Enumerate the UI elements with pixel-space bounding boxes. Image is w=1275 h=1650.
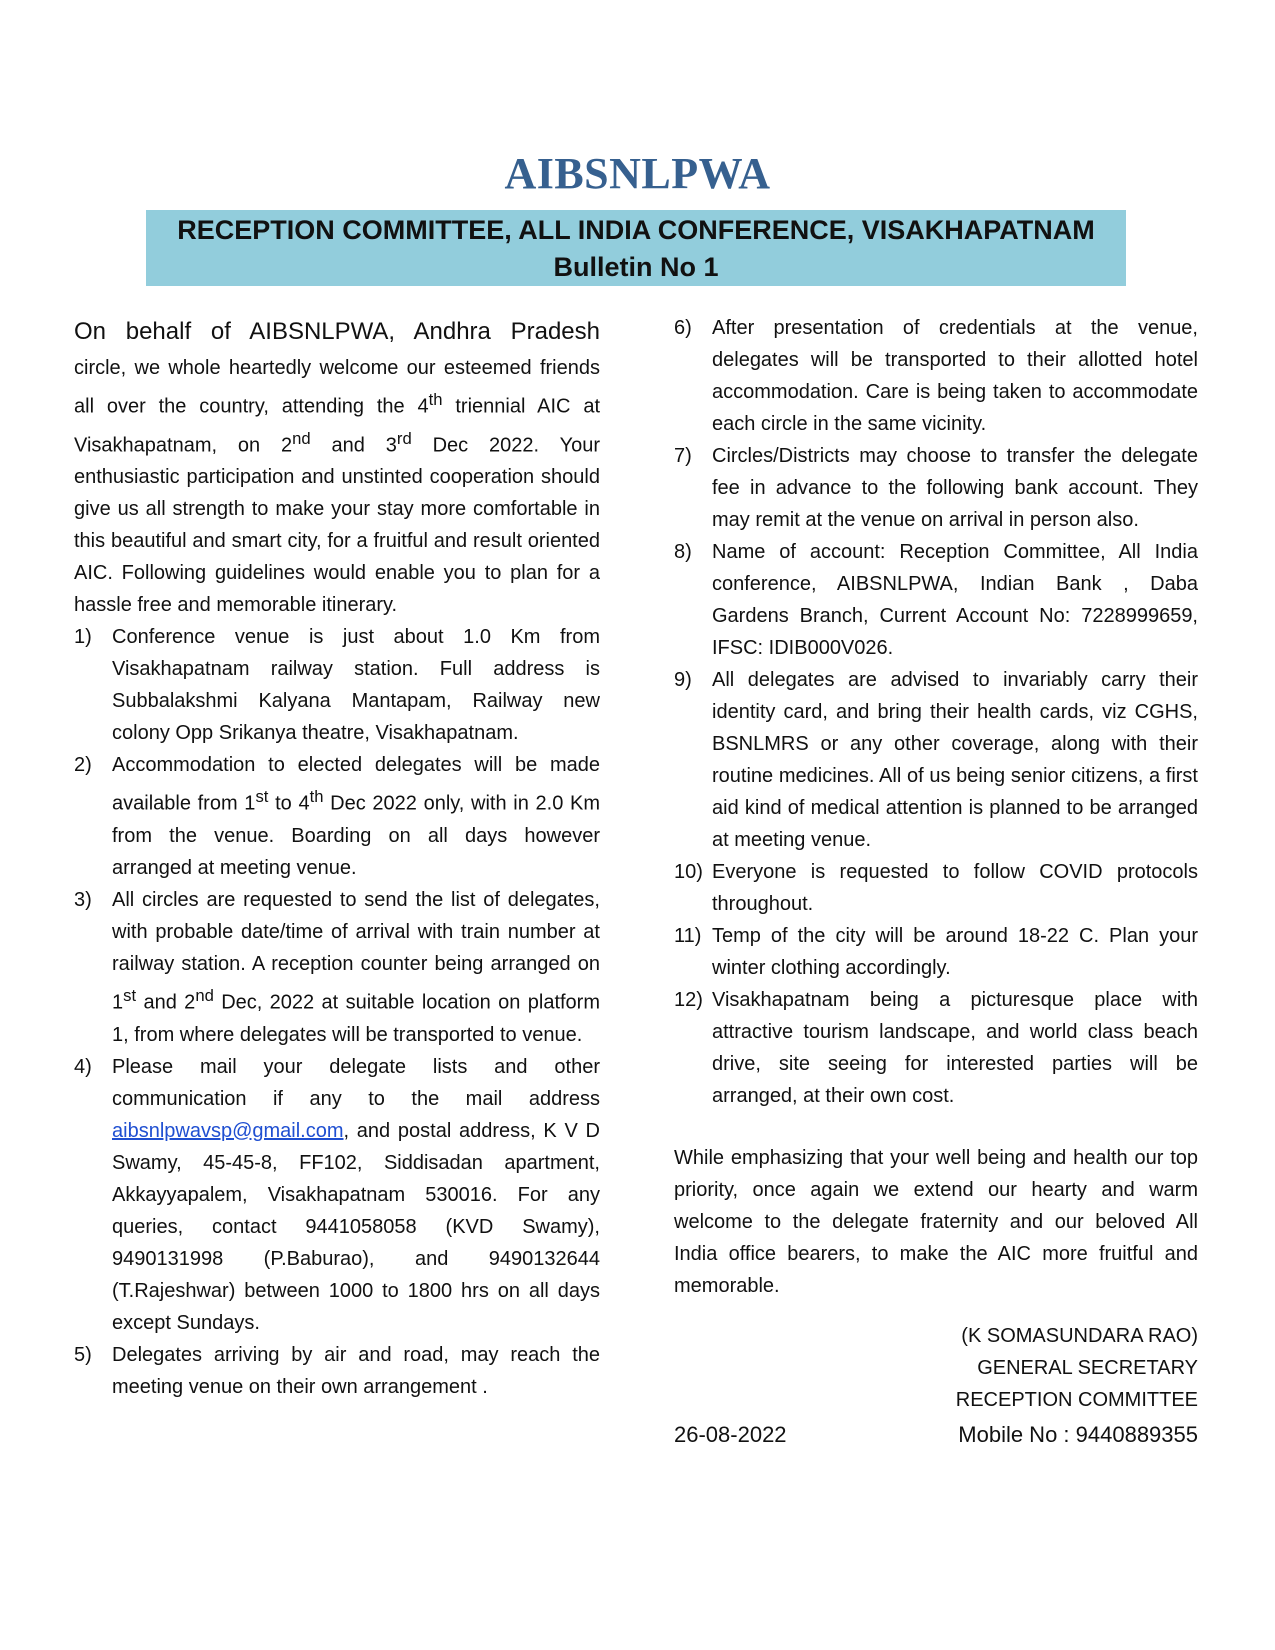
item-number: 6) bbox=[674, 317, 692, 339]
footer-row bbox=[674, 1418, 1198, 1452]
item-text: and 2 bbox=[136, 991, 196, 1014]
item-number: 4) bbox=[74, 1055, 92, 1078]
item-text: Conference venue is just about 1.0 Km from Visakhapatnam railway station. Full address is Subbalakshmi Kalyana Mantapam, Railway new colony Opp Srikanya theatre, Visakhapatnam. bbox=[112, 626, 600, 745]
mobile-number: Mobile No : 9440889355 bbox=[958, 1422, 1198, 1447]
item-sup: st bbox=[255, 787, 269, 807]
item-number: 8) bbox=[674, 541, 692, 563]
email-link[interactable]: aibsnlpwavsp@gmail.com bbox=[112, 1119, 344, 1142]
intro-text: triennial AIC at Visakhapatnam, on 2 bbox=[74, 395, 600, 457]
guideline-item-1 bbox=[74, 621, 600, 749]
item-text: All circles are requested to send the list of delegates, with probable date/time of arrival with train number at railway station. A reception counter being arranged on 1 bbox=[112, 888, 600, 1014]
item-text: Name of account: Reception Committee, All India conference, AIBSNLPWA, Indian Bank , Daba Gardens Branch, Current Account No: 7228999659, IFSC: IDIB000V026. bbox=[712, 541, 1198, 659]
item-number: 12) bbox=[674, 989, 703, 1011]
org-title: AIBSNLPWA bbox=[504, 149, 771, 198]
item-text: After presentation of credentials at the venue, delegates will be transported to their allotted hotel accommodation. Care is being taken to accommodate each circle in the same vicinity. bbox=[712, 317, 1198, 435]
item-text: Temp of the city will be around 18-22 C. Plan your winter clothing accordingly. bbox=[712, 925, 1198, 979]
guideline-item-5 bbox=[74, 1339, 600, 1403]
item-number: 2) bbox=[74, 754, 92, 777]
item-sup: nd bbox=[195, 985, 214, 1005]
guideline-item-7 bbox=[674, 440, 1198, 536]
item-sup: th bbox=[309, 787, 324, 807]
item-text: Dec, 2022 at suitable location on platform 1, from where delegates will be transported to venue. bbox=[112, 991, 601, 1046]
signatory-committee: RECEPTION COMMITTEE bbox=[955, 1389, 1198, 1411]
bulletin-number: Bulletin No 1 bbox=[553, 252, 719, 282]
item-text: Circles/Districts may choose to transfer the delegate fee in advance to the following bank account. They may remit at the venue on arrival in person also. bbox=[712, 445, 1198, 531]
item-number: 3) bbox=[74, 888, 92, 911]
item-text: Delegates arriving by air and road, may reach the meeting venue on their own arrangement . bbox=[112, 1343, 600, 1398]
signatory-title: GENERAL SECRETARY bbox=[977, 1357, 1198, 1379]
signature-block bbox=[674, 1320, 1198, 1416]
signatory-name: (K SOMASUNDARA RAO) bbox=[961, 1325, 1198, 1347]
guideline-item-12 bbox=[674, 984, 1198, 1112]
guideline-item-10 bbox=[674, 856, 1198, 920]
closing-paragraph: While emphasizing that your well being and health our top priority, once again we extend our hearty and warm welcome to the delegate fraternity and our beloved All India office bearers, to make the AIC more fruitful and memorable. bbox=[674, 1147, 1198, 1297]
item-text: Please mail your delegate lists and other communication if any to the mail address bbox=[112, 1055, 600, 1110]
item-text: , and postal address, K V D Swamy, 45-45-8, FF102, Siddisadan apartment, Akkayyapalem, Visakhapatnam 530016. For any queries, contact 9441058058 (KVD Swamy), 9490131998 (P.Baburao), and 9490132644 (T.Rajeshwar) between 1000 to 1800 hrs on all days except Sundays. bbox=[112, 1119, 600, 1334]
guidelines-list-left bbox=[74, 621, 600, 1402]
intro-sup: rd bbox=[396, 428, 412, 448]
banner-title: RECEPTION COMMITTEE, ALL INDIA CONFERENCE, VISAKHAPATNAM bbox=[177, 215, 1095, 245]
intro-text: and 3 bbox=[310, 434, 397, 457]
item-number: 1) bbox=[74, 626, 92, 649]
bulletin-date: 26-08-2022 bbox=[674, 1422, 787, 1447]
item-number: 10) bbox=[674, 861, 703, 883]
intro-first-line: On behalf of AIBSNLPWA, Andhra Pradesh bbox=[74, 318, 600, 345]
item-text: Visakhapatnam being a picturesque place with attractive tourism landscape, and world class beach drive, site seeing for interested parties will be arranged, at their own cost. bbox=[712, 989, 1198, 1107]
guideline-item-3 bbox=[74, 884, 600, 1051]
guideline-item-2 bbox=[74, 749, 600, 884]
item-text: Accommodation to elected delegates will be made available from 1 bbox=[112, 754, 600, 815]
item-text: Everyone is requested to follow COVID protocols throughout. bbox=[712, 861, 1198, 915]
item-sup: st bbox=[123, 985, 137, 1005]
guideline-item-8 bbox=[674, 536, 1198, 664]
item-text: All delegates are advised to invariably carry their identity card, and bring their health cards, viz CGHS, BSNLMRS or any other coverage, along with their routine medicines. All of us being senior citizens, a first aid kind of medical attention is planned to be arranged at meeting venue. bbox=[712, 669, 1198, 851]
intro-sup: nd bbox=[292, 428, 311, 448]
guidelines-list-right bbox=[674, 312, 1198, 1112]
item-text: Dec 2022 only, with in 2.0 Km from the venue. Boarding on all days however arranged at meeting venue. bbox=[112, 792, 601, 879]
guideline-item-4 bbox=[74, 1051, 600, 1339]
intro-text: Dec 2022. Your enthusiastic participation and unstinted cooperation should give us all strength to make your stay more comfortable in this beautiful and smart city, for a fruitful and result oriented AIC. Following guidelines would enable you to plan for a hassle free and memorable itinerary. bbox=[74, 434, 600, 617]
item-number: 11) bbox=[674, 925, 702, 947]
item-number: 7) bbox=[674, 445, 692, 467]
intro-paragraph bbox=[74, 352, 600, 621]
header-banner bbox=[146, 210, 1126, 286]
guideline-item-11 bbox=[674, 920, 1198, 984]
guideline-item-6 bbox=[674, 312, 1198, 440]
item-number: 9) bbox=[674, 669, 692, 691]
item-number: 5) bbox=[74, 1343, 92, 1366]
guideline-item-9 bbox=[674, 664, 1198, 856]
item-text: to 4 bbox=[268, 792, 310, 815]
right-column bbox=[674, 312, 1198, 1452]
left-column bbox=[74, 312, 600, 1403]
intro-text: circle, we whole heartedly welcome our esteemed friends all over the country, attending the 4 bbox=[74, 357, 600, 418]
intro-sup: th bbox=[428, 390, 443, 409]
